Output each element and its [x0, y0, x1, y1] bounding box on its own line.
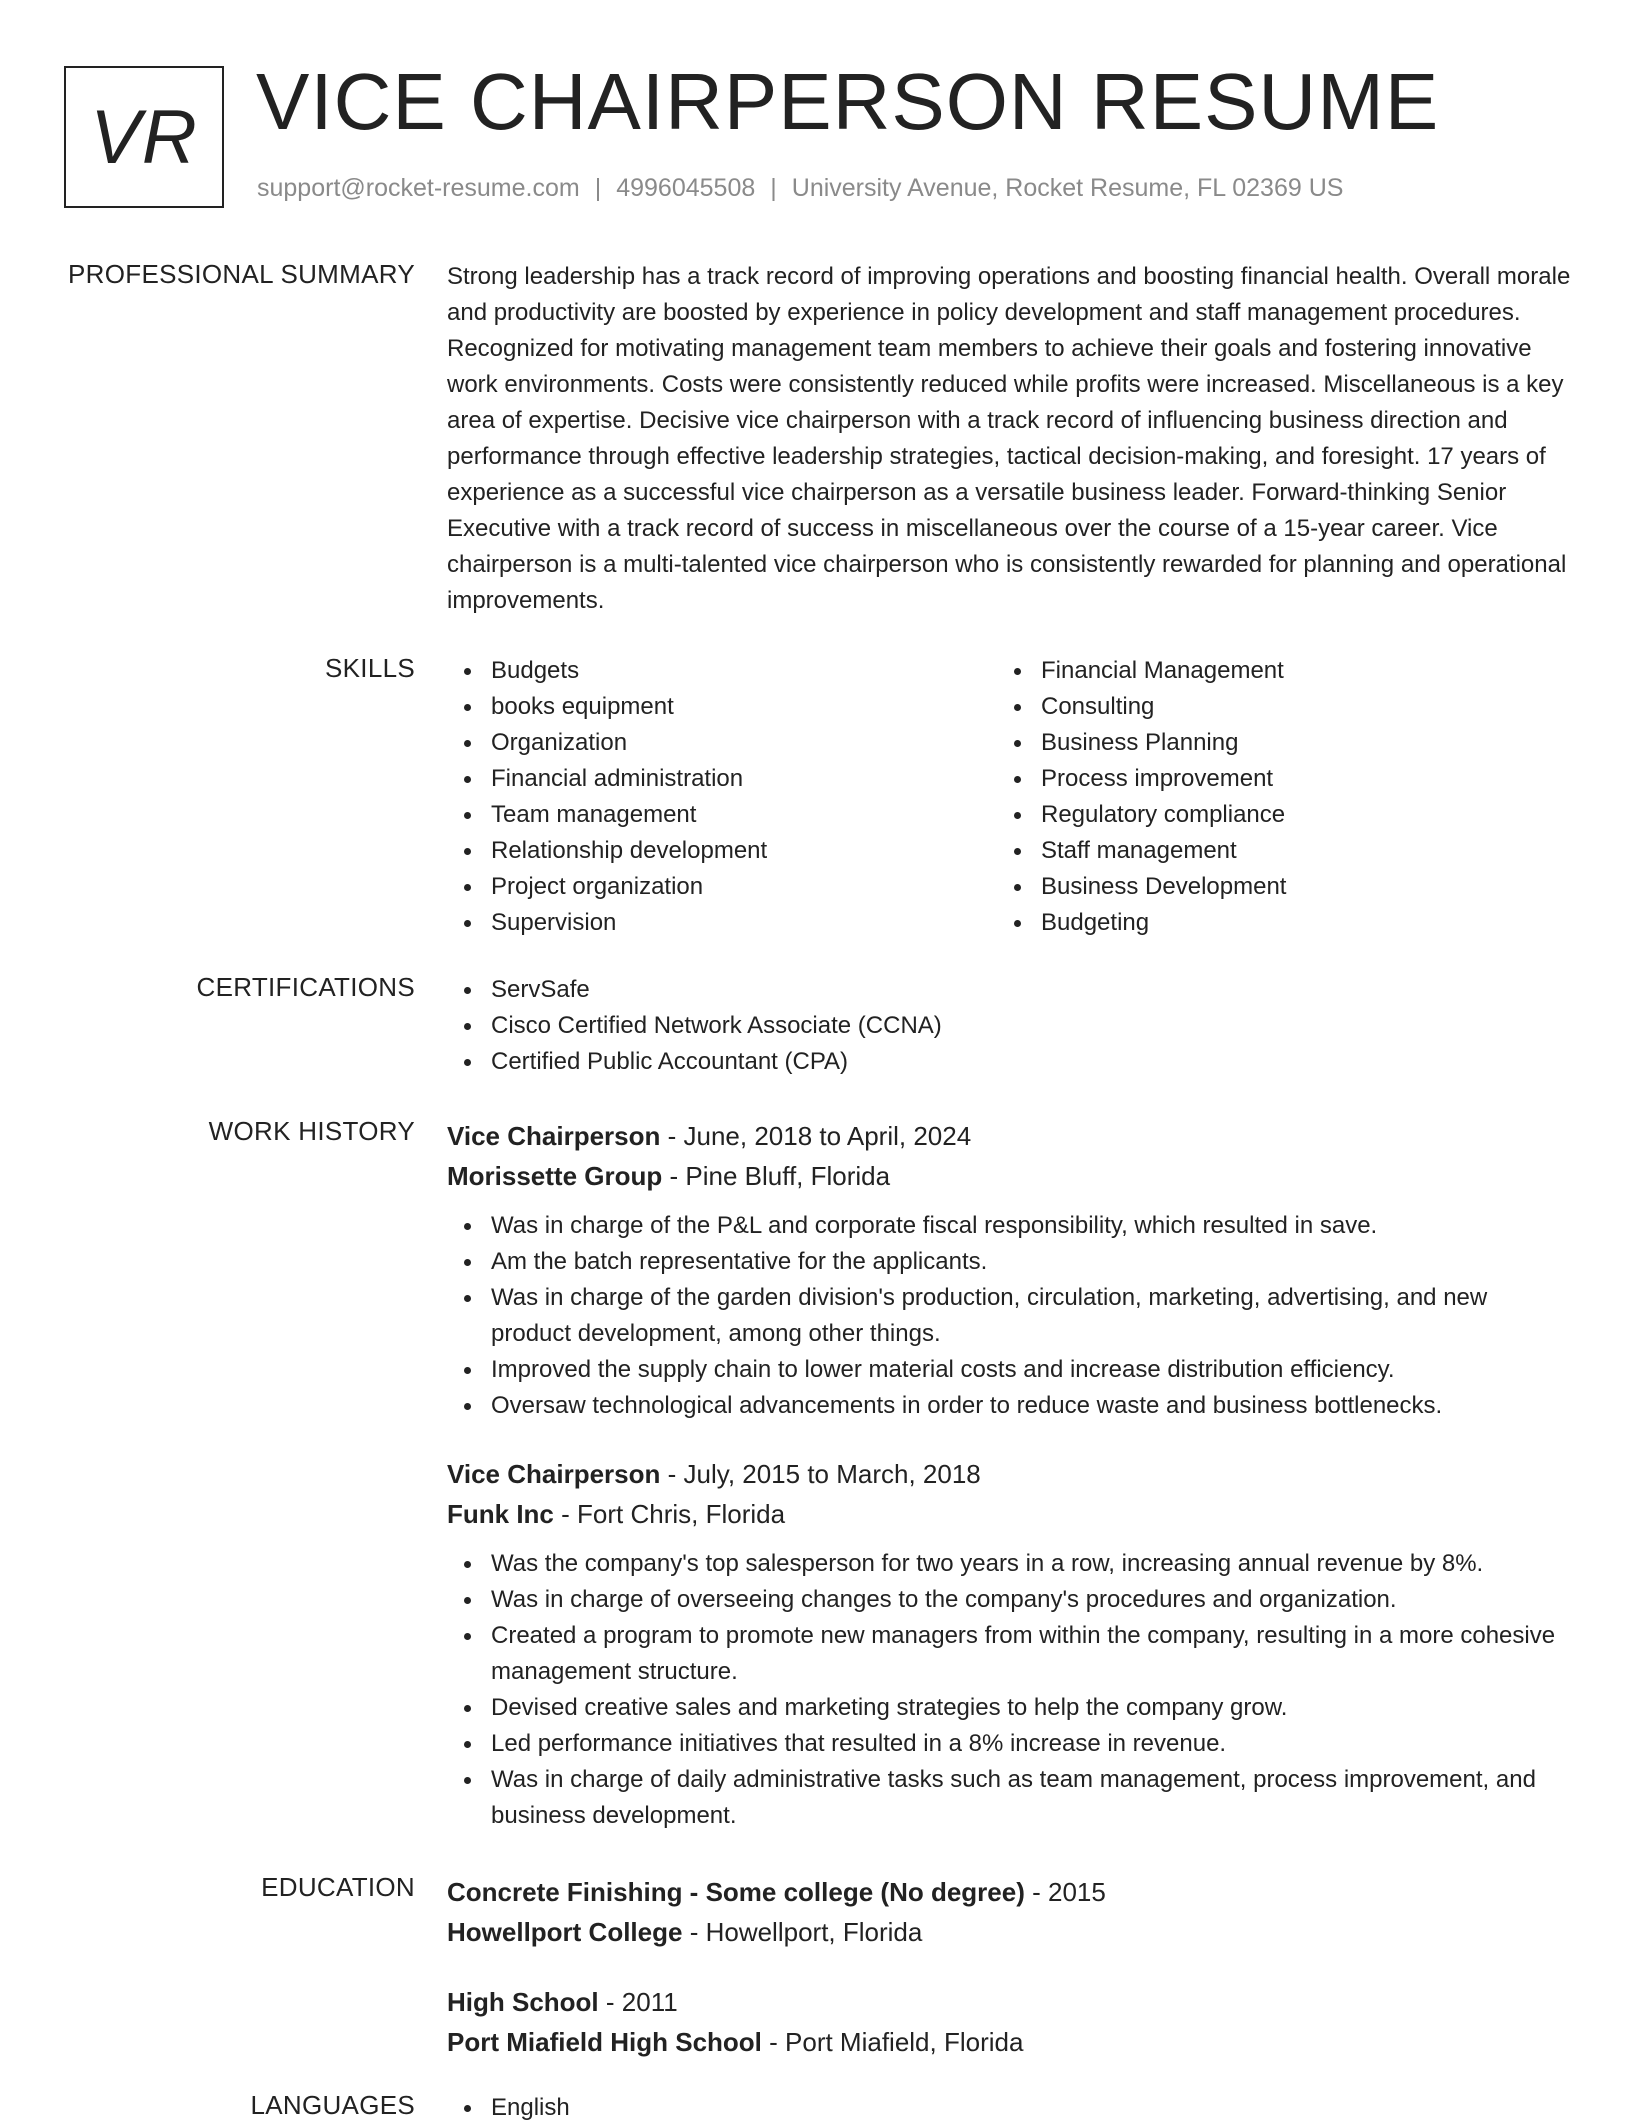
language-item: English — [447, 2090, 1572, 2126]
job-title: Vice Chairperson — [447, 1459, 661, 1489]
summary-text: Strong leadership has a track record of improving operations and boosting financial health. Overall morale and productivity are boosted by experience in policy development and staff management procedures. Recognized for motivating management team members to achieve their goals and fostering innovative work environments. Costs were consistently reduced while profits were increased. Miscellaneous is a key area of expertise. Decisive vice chairperson with a track record of influencing business direction and performance through effective leadership strategies, tactical decision-making, and foresight. 17 years of experience as a successful vice chairperson as a versatile business leader. Forward-thinking Senior Executive with a track record of success in miscellaneous over the course of a 15-year career. Vice chairperson is a multi-talented vice chairperson who is consistently rewarded for planning and operational improvements. — [447, 263, 1571, 614]
contact-phone: 4996045508 — [616, 174, 756, 202]
monogram-logo: VR — [64, 66, 224, 208]
skill-item: Budgets — [447, 653, 997, 689]
contact-separator: | — [770, 174, 777, 202]
skill-item: Process improvement — [997, 761, 1547, 797]
education-degree: High School — [447, 1987, 599, 2017]
job-duty: Oversaw technological advancements in order to reduce waste and business bottlenecks. — [447, 1388, 1572, 1424]
education-degree: Concrete Finishing - Some college (No degree) — [447, 1877, 1025, 1907]
job-company: Funk Inc — [447, 1499, 554, 1529]
section-heading: CERTIFICATIONS — [196, 972, 415, 1002]
job-duty: Devised creative sales and marketing strategies to help the company grow. — [447, 1690, 1572, 1726]
section-heading: EDUCATION — [261, 1872, 415, 1902]
skill-item: Staff management — [997, 833, 1547, 869]
skill-item: Regulatory compliance — [997, 797, 1547, 833]
skill-item: books equipment — [447, 689, 997, 725]
section-heading: LANGUAGES — [250, 2090, 415, 2120]
education-school: Howellport College — [447, 1917, 683, 1947]
skill-item: Budgeting — [997, 905, 1547, 941]
certification-item: Cisco Certified Network Associate (CCNA) — [447, 1008, 1572, 1044]
section-heading: WORK HISTORY — [208, 1116, 415, 1146]
contact-email: support@rocket-resume.com — [257, 174, 580, 202]
education-school: Port Miafield High School — [447, 2027, 762, 2057]
job-duty: Am the batch representative for the applicants. — [447, 1244, 1572, 1280]
certification-item: Certified Public Accountant (CPA) — [447, 1044, 1572, 1080]
job-dates: - June, 2018 to April, 2024 — [667, 1121, 972, 1151]
job-location: - Fort Chris, Florida — [561, 1499, 786, 1529]
certifications-list — [447, 972, 1572, 1080]
education-location: - Port Miafield, Florida — [769, 2027, 1024, 2057]
skills-list-right — [997, 653, 1547, 941]
education-location: - Howellport, Florida — [689, 1917, 923, 1947]
job-duty: Was in charge of daily administrative tasks such as team management, process improvement, and business development. — [447, 1762, 1572, 1834]
job-duty: Was in charge of the garden division's production, circulation, marketing, advertising, and new product development, among other things. — [447, 1280, 1572, 1352]
job-title: Vice Chairperson — [447, 1121, 661, 1151]
skill-item: Financial administration — [447, 761, 997, 797]
skill-item: Business Planning — [997, 725, 1547, 761]
skill-item: Organization — [447, 725, 997, 761]
job-duty: Improved the supply chain to lower material costs and increase distribution efficiency. — [447, 1352, 1572, 1388]
contact-address: University Avenue, Rocket Resume, FL 02369 US — [791, 174, 1344, 202]
job-entry — [447, 1116, 1572, 1424]
job-location: - Pine Bluff, Florida — [669, 1161, 891, 1191]
job-duty: Was the company's top salesperson for two years in a row, increasing annual revenue by 8%. — [447, 1546, 1572, 1582]
skill-item: Relationship development — [447, 833, 997, 869]
job-duty: Was in charge of the P&L and corporate fiscal responsibility, which resulted in save. — [447, 1208, 1572, 1244]
section-heading: PROFESSIONAL SUMMARY — [68, 259, 415, 289]
job-dates: - July, 2015 to March, 2018 — [667, 1459, 981, 1489]
education-entry — [447, 1872, 1572, 1952]
skill-item: Project organization — [447, 869, 997, 905]
languages-list — [447, 2090, 1572, 2126]
skills-list-left — [447, 653, 997, 941]
section-heading: SKILLS — [325, 653, 415, 683]
skill-item: Supervision — [447, 905, 997, 941]
skill-item: Financial Management — [997, 653, 1547, 689]
skill-item: Team management — [447, 797, 997, 833]
skill-item: Consulting — [997, 689, 1547, 725]
contact-separator: | — [594, 174, 602, 202]
job-duty: Created a program to promote new managers from within the company, resulting in a more cohesive management structure. — [447, 1618, 1572, 1690]
job-entry — [447, 1454, 1572, 1834]
job-company: Morissette Group — [447, 1161, 663, 1191]
contact-line — [257, 174, 1343, 203]
education-entry — [447, 1982, 1572, 2062]
job-duties-list — [447, 1546, 1572, 1834]
education-year: - 2015 — [1032, 1877, 1106, 1907]
job-duties-list — [447, 1208, 1572, 1424]
skill-item: Business Development — [997, 869, 1547, 905]
job-duty: Was in charge of overseeing changes to the company's procedures and organization. — [447, 1582, 1572, 1618]
job-duty: Led performance initiatives that resulted in a 8% increase in revenue. — [447, 1726, 1572, 1762]
page-title: VICE CHAIRPERSON RESUME — [256, 57, 1440, 146]
certification-item: ServSafe — [447, 972, 1572, 1008]
education-year: - 2011 — [605, 1987, 678, 2017]
